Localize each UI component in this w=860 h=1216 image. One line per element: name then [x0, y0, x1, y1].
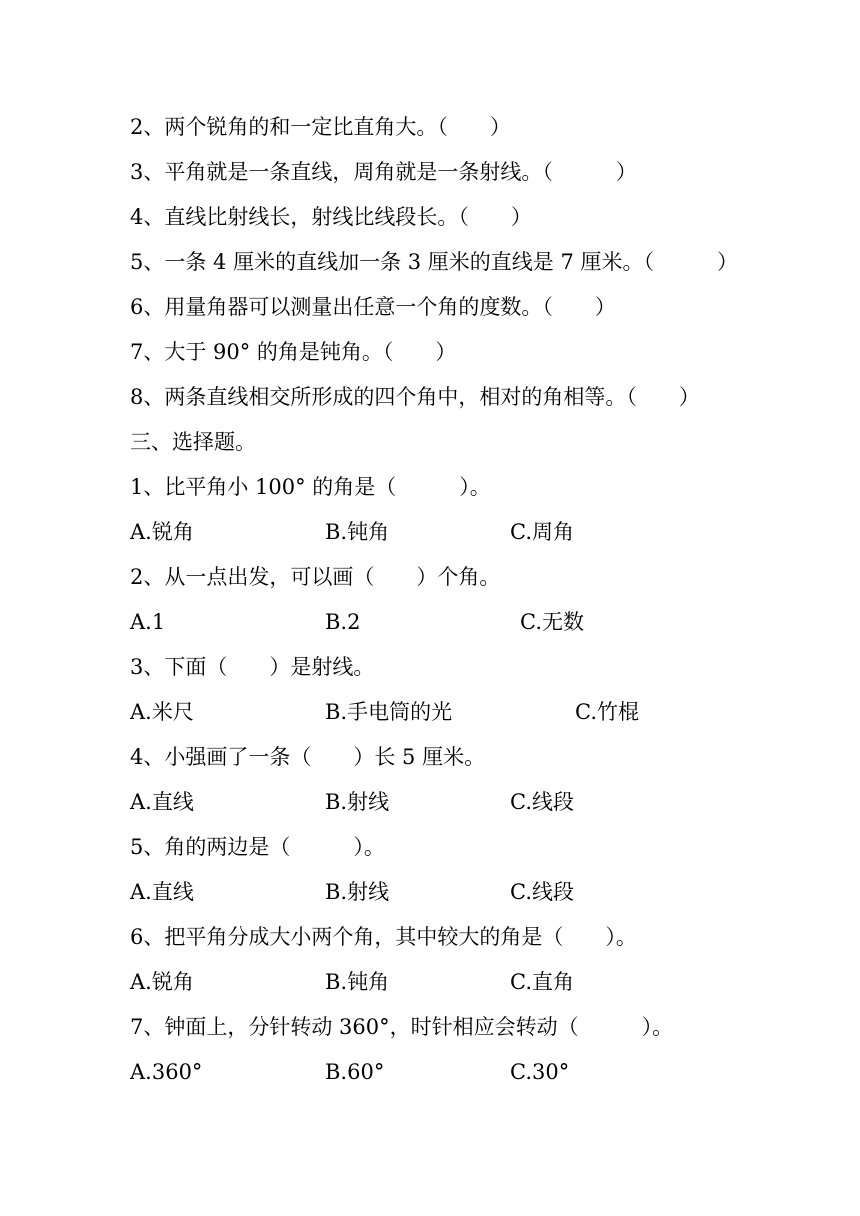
judgement-item-3: 3、平角就是一条直线，周角就是一条射线。（ ）	[130, 160, 637, 184]
choice-7-option-b: B.60°	[325, 1060, 385, 1084]
choice-1-option-b: B.钝角	[325, 520, 390, 544]
judgement-item-8: 8、两条直线相交所形成的四个角中，相对的角相等。（ ）	[130, 385, 700, 409]
choice-4-option-b: B.射线	[325, 790, 390, 814]
choice-3-option-b: B.手电筒的光	[325, 700, 453, 724]
choice-5-option-c: C.线段	[510, 880, 574, 904]
choice-7-option-c: C.30°	[510, 1060, 570, 1084]
judgement-item-6: 6、用量角器可以测量出任意一个角的度数。（ ）	[130, 295, 616, 319]
judgement-item-7: 7、大于 90° 的角是钝角。（ ）	[130, 340, 457, 364]
choice-question-5: 5、角的两边是（ ）。	[130, 835, 385, 859]
choice-5-option-b: B.射线	[325, 880, 390, 904]
choice-3-option-c: C.竹棍	[575, 700, 639, 724]
judgement-item-4: 4、直线比射线长，射线比线段长。（ ）	[130, 205, 532, 229]
choice-question-6: 6、把平角分成大小两个角，其中较大的角是（ ）。	[130, 925, 637, 949]
choice-question-2: 2、从一点出发，可以画（ ）个角。	[130, 565, 501, 589]
choice-3-option-a: A.米尺	[130, 700, 194, 724]
choice-4-option-c: C.线段	[510, 790, 574, 814]
choice-2-option-b: B.2	[325, 610, 361, 634]
judgement-item-2: 2、两个锐角的和一定比直角大。（ ）	[130, 115, 511, 139]
choice-2-option-a: A.1	[130, 610, 166, 634]
choice-question-3: 3、下面（ ）是射线。	[130, 655, 375, 679]
choice-7-option-a: A.360°	[130, 1060, 203, 1084]
choice-question-4: 4、小强画了一条（ ）长 5 厘米。	[130, 745, 486, 769]
choice-6-option-c: C.直角	[510, 970, 574, 994]
choice-1-option-a: A.锐角	[130, 520, 194, 544]
section-heading-choice: 三、选择题。	[130, 430, 256, 454]
choice-1-option-c: C.周角	[510, 520, 574, 544]
choice-question-1: 1、比平角小 100° 的角是（ ）。	[130, 475, 491, 499]
choice-2-option-c: C.无数	[520, 610, 584, 634]
choice-5-option-a: A.直线	[130, 880, 194, 904]
judgement-item-5: 5、一条 4 厘米的直线加一条 3 厘米的直线是 7 厘米。（ ）	[130, 250, 738, 274]
choice-question-7: 7、钟面上，分针转动 360°，时针相应会转动（ ）。	[130, 1015, 674, 1039]
choice-6-option-a: A.锐角	[130, 970, 194, 994]
choice-4-option-a: A.直线	[130, 790, 194, 814]
choice-6-option-b: B.钝角	[325, 970, 390, 994]
